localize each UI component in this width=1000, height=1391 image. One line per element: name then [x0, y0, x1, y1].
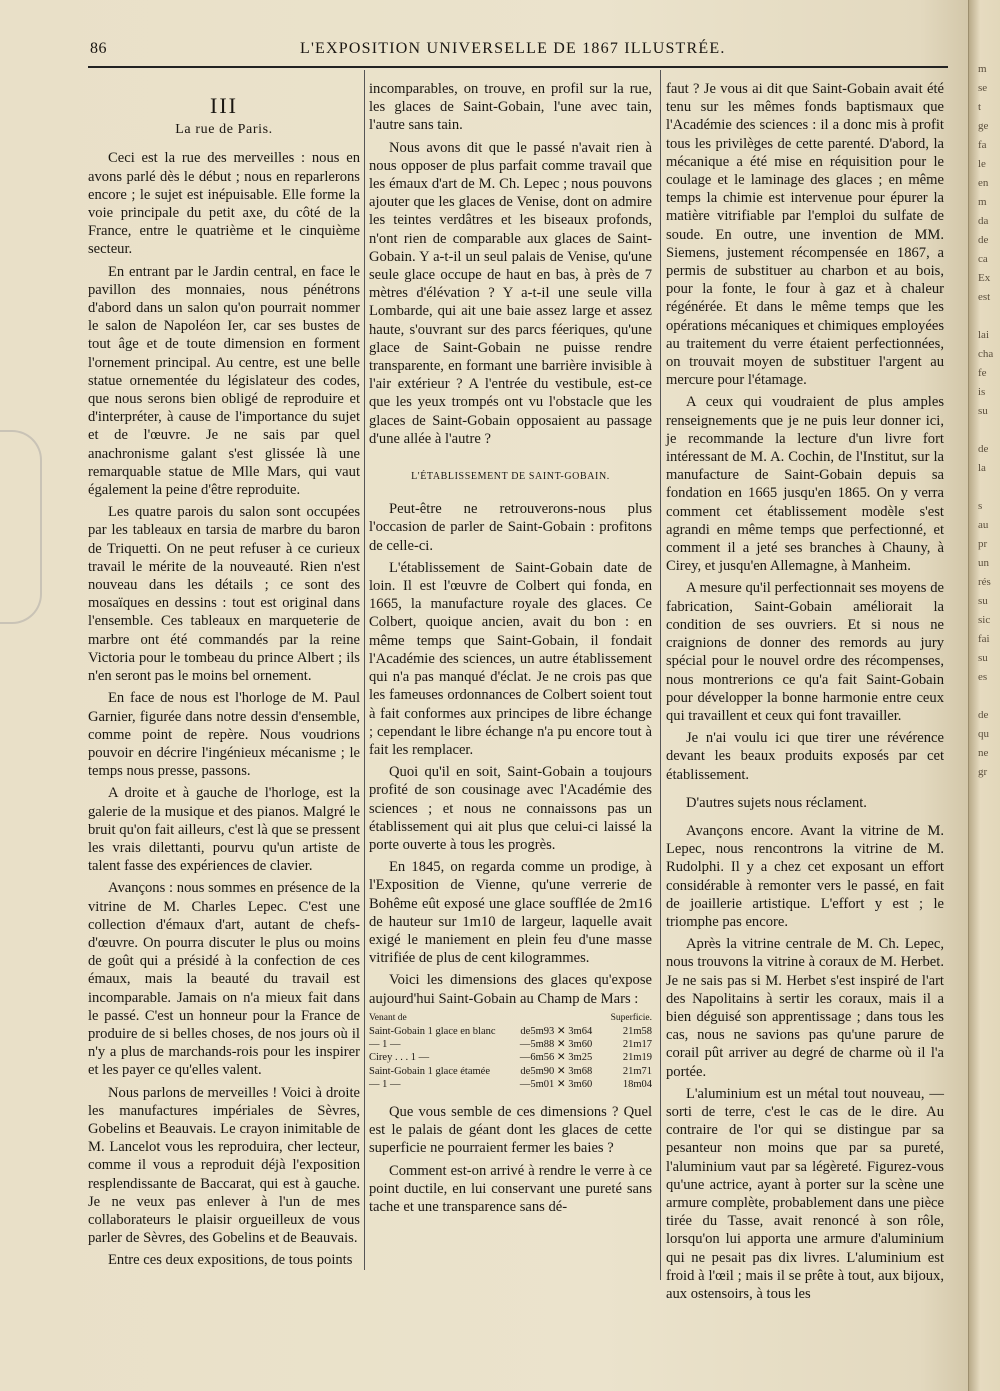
header-rule [88, 66, 948, 68]
table-cell: 5m01 ✕ 3m60 [530, 1078, 593, 1090]
table-row [369, 1051, 652, 1064]
paragraph: A mesure qu'il perfectionnait ses moyens de fabrication, Saint-Gobain améliorait la condition de ses ouvriers. Et si nous ne craignions de donner des remords au jury spécial pour le nouvel ordre des récompenses, nous montrerions ce qu'a fait Saint-Gobain pour développer la bonne harmonie entre ceux qui travaillent et ceux qui font travailler. [666, 580, 944, 724]
table-row [369, 1025, 652, 1038]
section-number: III [210, 93, 238, 118]
table-cell: 18m04 [622, 1078, 652, 1090]
table-cell: Cirey . . . 1 — [369, 1052, 430, 1064]
paragraph: L'aluminium est un métal tout nouveau, — sorti de terre, c'est le cas de le dire. Au contraire de l'or qui se distingue par sa pesanteur non moins que par sa pureté, l'aluminium vaut par sa légèreté. Figurez-vous qu'une actrice, ayant à porter sur la scène une armure complète, probablement dans une pièce tirée du Tasse, avait renoncé à son rôle, lorsqu'on lui apporta une armure d'aluminium qui ne pesait pas dix livres. L'aluminium est froid à l'œil ; mais il se prête à tout, aux bijoux, aux ostensoirs, à tous les [666, 1085, 944, 1302]
table-cell: 21m58 [622, 1025, 652, 1037]
table-cell: — 1 — [369, 1039, 401, 1051]
paragraph: En entrant par le Jardin central, en face le pavillon des monnaies, nous pénétrons d'abord dans un salon qu'on pourrait nommer le salon de Napoléon Ier, car ses bustes de tout âge et de toute dimension en forment l'ornement principal. Au centre, est une belle statue ornementée du législateur des codes, que nous serons bien obligé de reproduire et d'interpréter, à cause de l'importance du sujet et de l'œuvre. Je ne sais par quel anachronisme galant s'est glissée là une remarquable statue de Mlle Mars, qui vaut également la peine d'être reproduite. [88, 263, 360, 499]
paragraph: A ceux qui voudraient de plus amples renseignements que je ne puis leur donner ici, je recommande la lecture d'un livre fort intéressant de M. A. Cochin, de l'Institut, sur la manufacture de Saint-Gobain depuis sa fondation en 1665 jusqu'en 1865. On y verra comment cet établissement modèle s'est agrandi en même temps que perfectionné, et comment il a jeté ses branches à Chauny, à Cirey, et jusqu'en Allemagne, à Manheim. [666, 394, 944, 575]
paragraph: Voici les dimensions des glaces qu'expose aujourd'hui Saint-Gobain au Champ de Mars : [369, 972, 652, 1007]
paragraph: Avançons encore. Avant la vitrine de M. Lepec, nous rencontrons la vitrine de M. Rudolphi. Il y a chez cet exposant un effort considérable à remonter vers le passé, en fait de joaillerie artistique. L'effort y est ; le triomphe pas encore. [666, 822, 944, 930]
paragraph: Nous avons dit que le passé n'avait rien à nous opposer de plus parfait comme travail que les émaux d'art de M. Ch. Lepec ; nous pouvons ajouter que les glaces de Venise, dont on admire les teintes verdâtres et les biseaux profonds, n'ont rien de comparable aux glaces de Saint-Gobain. Y a-t-il un seul palais de Venise, qu'une seule glace occupe de haut en bas, à près de 7 mètres d'élévation ? Y a-t-il une seule villa Lombarde, qui ait une baie assez large et assez haute, s'ouvrant sur des parcs féeriques, qu'une glace de Saint-Gobain ne puisse rendre transparente, en formant une barrière invisible à l'air extérieur ? A l'entrée du vestibule, est-ce que les yeux trompés ont vu l'obstacle que les glaces de Saint-Gobain opposaient au passage d'une allée à l'autre ? [369, 139, 652, 447]
paragraph: Comment est-on arrivé à rendre le verre à ce point ductile, en lui conservant une pureté sans tache et une transparence sans dé- [369, 1162, 652, 1215]
table-cell: 6m56 ✕ 3m25 [530, 1052, 593, 1064]
paragraph: incomparables, on trouve, en profil sur la rue, les glaces de Saint-Gobain, l'une avec tain, l'autre sans tain. [369, 81, 652, 134]
glass-dimensions-table [369, 1012, 652, 1091]
table-header-row [369, 1012, 652, 1025]
paragraph: Ceci est la rue des merveilles : nous en avons parlé dès le début ; nous en reparlerons encore ; le sujet est inépuisable. Elle forme la voie principale du petit axe, du côté de la France, entre le quatrième et le cinquième secteur. [88, 150, 360, 258]
paragraph: En face de nous est l'horloge de M. Paul Garnier, figurée dans notre dessin d'ensemble, comme point de repère. Nous voudrions pouvoir en décrire l'ingénieux mécanisme ; le temps nous presse, passons. [88, 690, 360, 780]
paragraph: Entre ces deux expositions, de tous points [108, 1252, 353, 1269]
table-cell: 21m19 [622, 1052, 652, 1064]
table-row [369, 1038, 652, 1051]
table-row [369, 1078, 652, 1091]
table-cell: 5m88 ✕ 3m60 [530, 1039, 593, 1051]
paragraph: L'établissement de Saint-Gobain date de loin. Il est l'œuvre de Colbert qui fonda, en 1665, la manufacture royale des glaces. Ce Colbert, quoique ancien, avait du bon : en même temps que Saint-Gobain, il fondait l'Académie des sciences, un autre établissement qui n'a pas manqué d'éclat. Je ne crois pas que les fameuses ordonnances de Colbert soient tout à fait conformes aux principes de libre échange ; cependant le libre échange n'a pu encore tout à fait les remplacer. [369, 559, 652, 758]
column-divider [660, 70, 661, 1280]
table-cell: — 1 — [369, 1078, 401, 1090]
table-cell: 5m93 ✕ 3m64 [530, 1025, 593, 1037]
paragraph: Avançons : nous sommes en présence de la vitrine de M. Charles Lepec. C'est une collection d'émaux d'art, autant de chefs-d'œuvre. On pourra discuter le plus ou moins de goût qui a présidé à la confection de ces émaux, mais la beauté du travail est incomparable. Jamais on n'a mieux fait dans le passé. C'est un honneur pour la France de produire de si belles choses, de nos jours où il n'y a plus de marchands-rois pour les inspirer et les payer ce qu'elles valent. [88, 880, 360, 1079]
adjacent-page-text: m se t ge fa le en m da de ca Ex est lai cha fe is su de la s au pr un rés su sic fai su es de qu ne gr [978, 63, 994, 778]
table-cell: 5m90 ✕ 3m68 [530, 1065, 593, 1077]
table-cell: Saint-Gobain 1 glace étamée [369, 1065, 490, 1077]
table-row [369, 1065, 652, 1078]
table-cell: 21m71 [622, 1065, 652, 1077]
table-header: Superficie. [610, 1012, 652, 1023]
table-cell: — [519, 1039, 531, 1051]
running-title: L'EXPOSITION UNIVERSELLE DE 1867 ILLUSTRÉE. [300, 40, 726, 57]
table-cell: Saint-Gobain 1 glace en blanc [369, 1025, 496, 1037]
table-cell: — [519, 1052, 531, 1064]
subsection-heading: L'ÉTABLISSEMENT DE SAINT-GOBAIN. [411, 471, 610, 483]
paragraph: Nous parlons de merveilles ! Voici à droite les manufactures impériales de Sèvres, Gobelins et Beauvais. Le crayon inimitable de M. Lancelot vous les reproduira, cher lecteur, comme il vous a reproduit déjà l'exposition resplendissante de Baccarat, qui est à gauche. Je ne veux pas enlever à l'un de mes collaborateurs le plaisir orgueilleux de vous parler de Sèvres, des Gobelins et de Beauvais. [88, 1084, 360, 1247]
column-3 [666, 80, 944, 1307]
paragraph: En 1845, on regarda comme un prodige, à l'Exposition de Vienne, qu'une verrerie de Bohême eût exposé une glace soufflée de 2m16 de hauteur sur 1m10 de largeur, laquelle avait exigé le maniement en plein feu d'une masse vitrifiée de plus de cent kilogrammes. [369, 859, 652, 967]
table-cell: de [520, 1065, 531, 1077]
table-cell: — [519, 1078, 531, 1090]
binder-clip [0, 430, 42, 624]
table-cell: 21m17 [622, 1039, 652, 1051]
paragraph: Peut-être ne retrouverons-nous plus l'occasion de parler de Saint-Gobain : profitons de celle-ci. [369, 501, 652, 554]
column-divider [364, 70, 365, 1270]
paragraph: Après la vitrine centrale de M. Ch. Lepec, nous trouvons la vitrine à coraux de M. Herbet. Je ne sais pas si M. Herbet s'est inspiré de l'art des Napolitains à sertir les coraux, mais il a bien déguisé son apprentissage ; dans tous les cas, nous ne savions pas qu'une parure de corail pût arriver au degré de charme où il l'a portée. [666, 936, 944, 1080]
paragraph: Je n'ai voulu ici que tirer une révérence devant les beaux produits exposés par cet établissement. [666, 730, 944, 783]
paragraph: A droite et à gauche de l'horloge, est la galerie de la musique et des pianos. Malgré le bruit qu'on fait ailleurs, c'est là que se pressent les vrais dilettanti, pourvu qu'un artiste de talent fasse des expériences de clavier. [88, 785, 360, 875]
section-title: La rue de Paris. [175, 122, 273, 138]
paragraph: faut ? Je vous ai dit que Saint-Gobain avait été tenu sur les mêmes fonds baptismaux que l'Académie des sciences : il a donc mis à profit tous les privilèges de cette parenté. D'abord, la mécanique a été mise en réquisition pour le coulage et le laminage des glaces ; en même temps la chimie est intervenue pour épurer la matière vitrifiable par l'emploi du sulfate de soude. En outre, une invention de MM. Siemens, justement récompensée en 1867, a permis de substituer au charbon et au bois, pour la fonte, le four à gaz et à chaleur régénérée. Et dans le même temps que les opérations mécaniques et chimiques employées au traitement du verre étaient perfectionnées, on trouvait moyen de substituer l'argent au mercure pour l'étamage. [666, 81, 944, 389]
column-2 [369, 80, 652, 1220]
paragraph: Les quatre parois du salon sont occupées par les tableaux en tarsia de marbre du baron de Triquetti. On ne peut refuser à ce curieux travail le mérite de la nouveauté. Rien n'est nouveau dans les détails ; ce sont des mosaïques en dessins : tout est original dans l'ensemble. Ces tableaux en marqueterie de marbre ont été commandés par la reine Victoria pour le tombeau du prince Albert ; ils n'en seront pas le moins bel ornement. [88, 504, 360, 685]
column-1 [88, 93, 360, 1274]
paragraph: Quoi qu'il en soit, Saint-Gobain a toujours profité de son cousinage avec l'Académie des sciences ; et nous ne connaissons pas un établissement qui ait plus que celui-ci laissé la porte ouverte à tous les progrès. [369, 764, 652, 853]
table-cell: de [520, 1025, 531, 1037]
table-header: Venant de [369, 1012, 407, 1023]
paragraph: Que vous semble de ces dimensions ? Quel est le palais de géant dont les glaces de cette superficie ne pourraient fermer les baies ? [369, 1103, 652, 1157]
paragraph: D'autres sujets nous réclament. [686, 794, 867, 811]
page-number: 86 [90, 40, 107, 57]
